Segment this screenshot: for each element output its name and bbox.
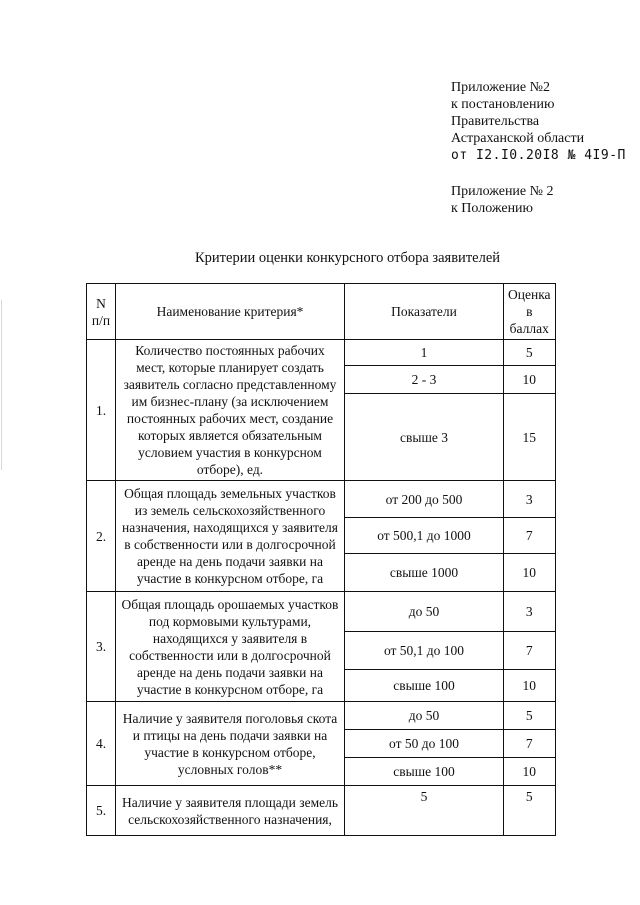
table-row	[87, 340, 556, 366]
appendix-header	[451, 79, 626, 164]
scan-edge-mark	[1, 300, 2, 470]
score-cell: 10	[504, 758, 556, 786]
row-num: 4.	[87, 702, 116, 786]
indicator-cell: 1	[345, 340, 504, 366]
score-cell: 7	[504, 632, 556, 670]
appendix-header-2	[451, 183, 554, 217]
score-cell: 7	[504, 730, 556, 758]
row-num: 1.	[87, 340, 116, 481]
score-cell: 15	[504, 394, 556, 481]
table-header-row	[87, 284, 556, 340]
indicator-cell: до 50	[345, 592, 504, 632]
criterion-name: Количество постоянных рабочих мест, которые планирует создать заявитель согласно представленному им бизнес-плану (за исключением постоянных рабочих мест, создание которых является обязательным условием участия в конкурсном отборе), ед.	[116, 340, 345, 481]
table-row	[87, 786, 556, 836]
score-cell: 5	[504, 702, 556, 730]
criterion-name: Наличие у заявителя поголовья скота и птицы на день подачи заявки на участие в конкурсном отборе, условных голов**	[116, 702, 345, 786]
score-cell: 10	[504, 554, 556, 592]
row-num: 3.	[87, 592, 116, 702]
header-num: N п/п	[87, 284, 116, 340]
indicator-cell: от 500,1 до 1000	[345, 518, 504, 554]
appendix-header-date: от I2.I0.20I8 № 4I9-П	[451, 148, 626, 163]
appendix-header-line: к постановлению	[451, 97, 555, 112]
appendix-header-line: Правительства	[451, 114, 540, 129]
appendix-header-2-line: Приложение № 2	[451, 184, 554, 199]
score-cell: 7	[504, 518, 556, 554]
header-indicators: Показатели	[345, 284, 504, 340]
indicator-cell: свыше 100	[345, 670, 504, 702]
criterion-name: Общая площадь земельных участков из земель сельскохозяйственного назначения, находящихся у заявителя в собственности или в долгосрочной аренде на день подачи заявки на участие в конкурсном отборе, га	[116, 481, 345, 592]
criterion-name: Наличие у заявителя площади земель сельскохозяйственного назначения,	[116, 786, 345, 836]
row-num: 2.	[87, 481, 116, 592]
table-row	[87, 702, 556, 730]
score-cell: 10	[504, 366, 556, 394]
indicator-cell: от 50,1 до 100	[345, 632, 504, 670]
criterion-name: Общая площадь орошаемых участков под кормовыми культурами, находящихся у заявителя в собственности или в долгосрочной аренде на день подачи заявки на участие в конкурсном отборе, га	[116, 592, 345, 702]
table-row	[87, 481, 556, 518]
score-cell: 5	[504, 340, 556, 366]
appendix-header-2-line: к Положению	[451, 201, 534, 216]
row-num: 5.	[87, 786, 116, 836]
header-name: Наименование критерия*	[116, 284, 345, 340]
appendix-header-line: Приложение №2	[451, 80, 550, 95]
score-cell: 3	[504, 481, 556, 518]
score-cell: 3	[504, 592, 556, 632]
indicator-cell: свыше 100	[345, 758, 504, 786]
indicator-cell: свыше 1000	[345, 554, 504, 592]
score-cell: 10	[504, 670, 556, 702]
indicator-cell: от 200 до 500	[345, 481, 504, 518]
appendix-header-line: Астраханской области	[451, 131, 585, 146]
indicator-cell: свыше 3	[345, 394, 504, 481]
indicator-cell: 2 - 3	[345, 366, 504, 394]
indicator-cell: от 50 до 100	[345, 730, 504, 758]
score-cell: 5	[504, 786, 556, 836]
indicator-cell: 5	[345, 786, 504, 836]
page-title: Критерии оценки конкурсного отбора заявителей	[195, 250, 501, 266]
criteria-table	[86, 283, 556, 836]
header-score: Оценка в баллах	[504, 284, 556, 340]
indicator-cell: до 50	[345, 702, 504, 730]
table-row	[87, 592, 556, 632]
